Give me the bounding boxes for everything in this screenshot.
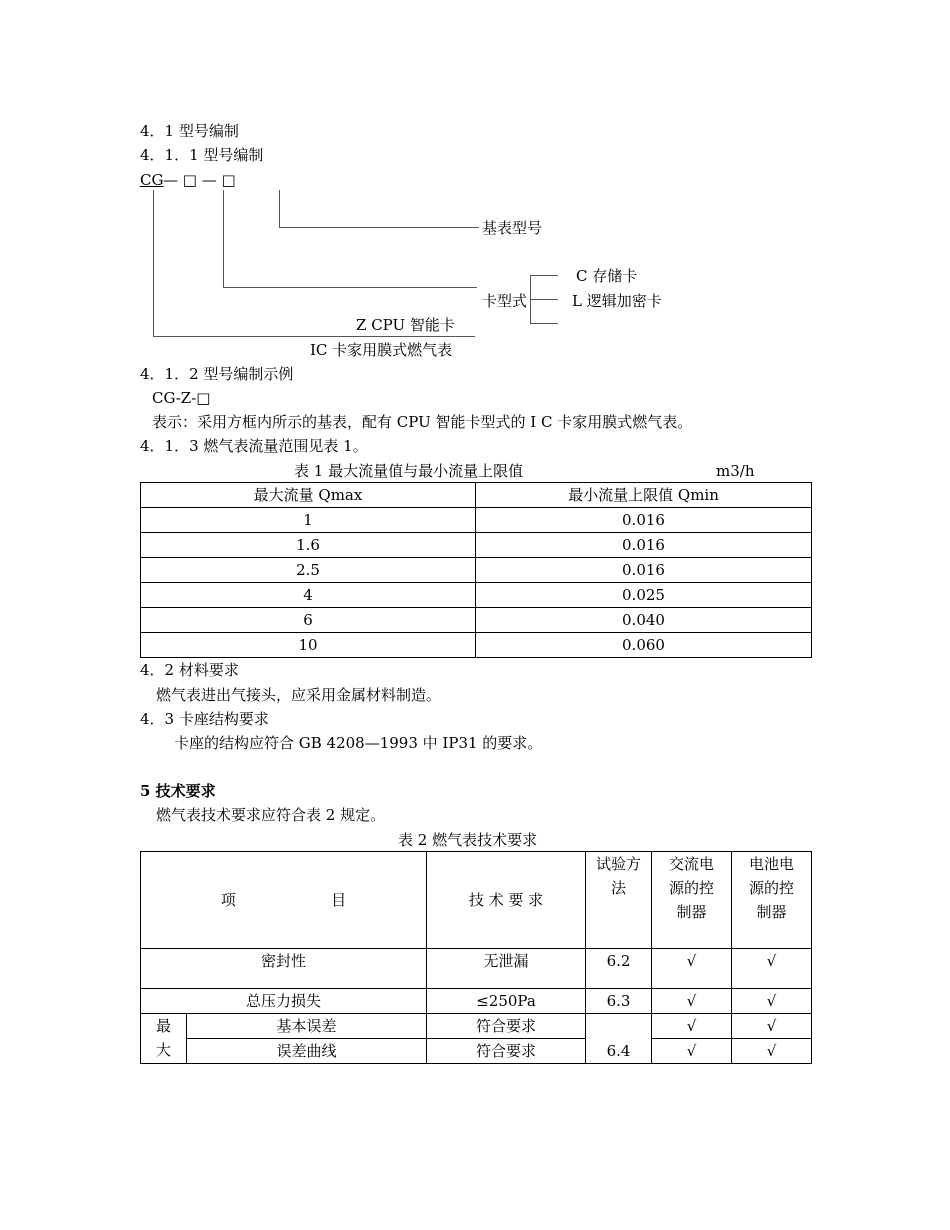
header-qmin: 最小流量上限值 Qmin — [476, 483, 812, 508]
table-row — [141, 1014, 812, 1039]
label-card-type: 卡型式 — [482, 292, 528, 310]
cell-qmax: 1.6 — [141, 533, 476, 558]
cell-item: 密封性 — [141, 949, 427, 989]
table-row — [141, 633, 812, 658]
cell-qmin: 0.060 — [476, 633, 812, 658]
section-4-3-heading: 4．3 卡座结构要求 — [140, 710, 269, 728]
cell-requirement: 符合要求 — [427, 1039, 586, 1064]
code-placeholders: — □ — □ — [163, 171, 236, 189]
label-cpu-card: Z CPU 智能卡 — [356, 316, 455, 334]
header-qmax: 最大流量 Qmax — [141, 483, 476, 508]
code-cg: CG — [140, 171, 164, 189]
table-row — [141, 989, 812, 1014]
cell-qmin: 0.016 — [476, 533, 812, 558]
example-code: CG-Z-□ — [152, 389, 211, 407]
cell-requirement: ≤250Pa — [427, 989, 586, 1014]
bracket-bottom — [530, 323, 558, 324]
section-4-1-1-heading: 4．1．1 型号编制 — [140, 146, 264, 164]
cell-method: 6.3 — [586, 989, 652, 1014]
table-row — [141, 508, 812, 533]
section-4-2-heading: 4．2 材料要求 — [140, 661, 239, 679]
bracket-top — [530, 275, 558, 276]
table-row — [141, 583, 812, 608]
technical-requirements-table — [140, 851, 812, 1064]
table-header-row — [141, 483, 812, 508]
connector-card-v — [223, 190, 224, 288]
header-item: 项 目 — [141, 852, 427, 949]
bracket-mid — [530, 299, 558, 300]
table-row — [141, 949, 812, 989]
cell-group-label: 最大 — [141, 1014, 187, 1064]
cell-battery: √ — [732, 949, 812, 989]
cell-qmax: 1 — [141, 508, 476, 533]
table1-unit: m3/h — [716, 462, 755, 480]
connector-base-h — [279, 227, 479, 228]
table1-caption: 表 1 最大流量值与最小流量上限值 — [294, 462, 524, 480]
cell-qmin: 0.025 — [476, 583, 812, 608]
section-4-1-heading: 4．1 型号编制 — [140, 122, 239, 140]
cell-ac: √ — [652, 949, 732, 989]
cell-qmin: 0.016 — [476, 508, 812, 533]
cell-item: 基本误差 — [187, 1014, 427, 1039]
cell-method: 6.2 — [586, 949, 652, 989]
table2-caption: 表 2 燃气表技术要求 — [398, 831, 538, 849]
section-4-2-text: 燃气表进出气接头，应采用金属材料制造。 — [156, 686, 442, 704]
cell-method: 6.4 — [586, 1014, 652, 1064]
cell-ac: √ — [652, 1039, 732, 1064]
cell-item: 总压力损失 — [141, 989, 427, 1014]
table-row — [141, 533, 812, 558]
section-4-1-3-heading: 4．1．3 燃气表流量范围见表 1。 — [140, 437, 368, 455]
table-header-row — [141, 852, 812, 949]
cell-battery: √ — [732, 989, 812, 1014]
cell-ac: √ — [652, 1014, 732, 1039]
section-4-1-2-heading: 4．1．2 型号编制示例 — [140, 365, 294, 383]
example-description: 表示：采用方框内所示的基表，配有 CPU 智能卡型式的 I C 卡家用膜式燃气表。 — [152, 413, 693, 431]
cell-qmin: 0.040 — [476, 608, 812, 633]
connector-base-v — [279, 190, 280, 228]
connector-ic-v — [153, 190, 154, 337]
cell-requirement: 无泄漏 — [427, 949, 586, 989]
header-requirement: 技 术 要 求 — [427, 852, 586, 949]
table-row — [141, 608, 812, 633]
label-ic-meter: IC 卡家用膜式燃气表 — [310, 341, 453, 359]
cell-battery: √ — [732, 1039, 812, 1064]
table-row — [141, 1039, 812, 1064]
cell-qmax: 4 — [141, 583, 476, 608]
connector-ic-h — [153, 336, 475, 337]
label-storage-card: C 存储卡 — [576, 267, 638, 285]
cell-requirement: 符合要求 — [427, 1014, 586, 1039]
connector-card-h — [223, 287, 477, 288]
table-row — [141, 558, 812, 583]
cell-qmin: 0.016 — [476, 558, 812, 583]
cell-battery: √ — [732, 1014, 812, 1039]
label-base-model: 基表型号 — [482, 219, 543, 237]
section-4-3-text: 卡座的结构应符合 GB 4208—1993 中 IP31 的要求。 — [174, 734, 543, 752]
header-battery-controller: 电池电源的控制器 — [732, 852, 812, 949]
cell-qmax: 2.5 — [141, 558, 476, 583]
header-ac-controller: 交流电源的控制器 — [652, 852, 732, 949]
flow-range-table — [140, 482, 812, 658]
label-logic-card: L 逻辑加密卡 — [572, 292, 662, 310]
section-5-heading: 5 技术要求 — [140, 782, 216, 800]
cell-item: 误差曲线 — [187, 1039, 427, 1064]
cell-qmax: 6 — [141, 608, 476, 633]
header-test-method: 试验方法 — [586, 852, 652, 949]
cell-qmax: 10 — [141, 633, 476, 658]
section-5-text: 燃气表技术要求应符合表 2 规定。 — [156, 806, 386, 824]
cell-ac: √ — [652, 989, 732, 1014]
